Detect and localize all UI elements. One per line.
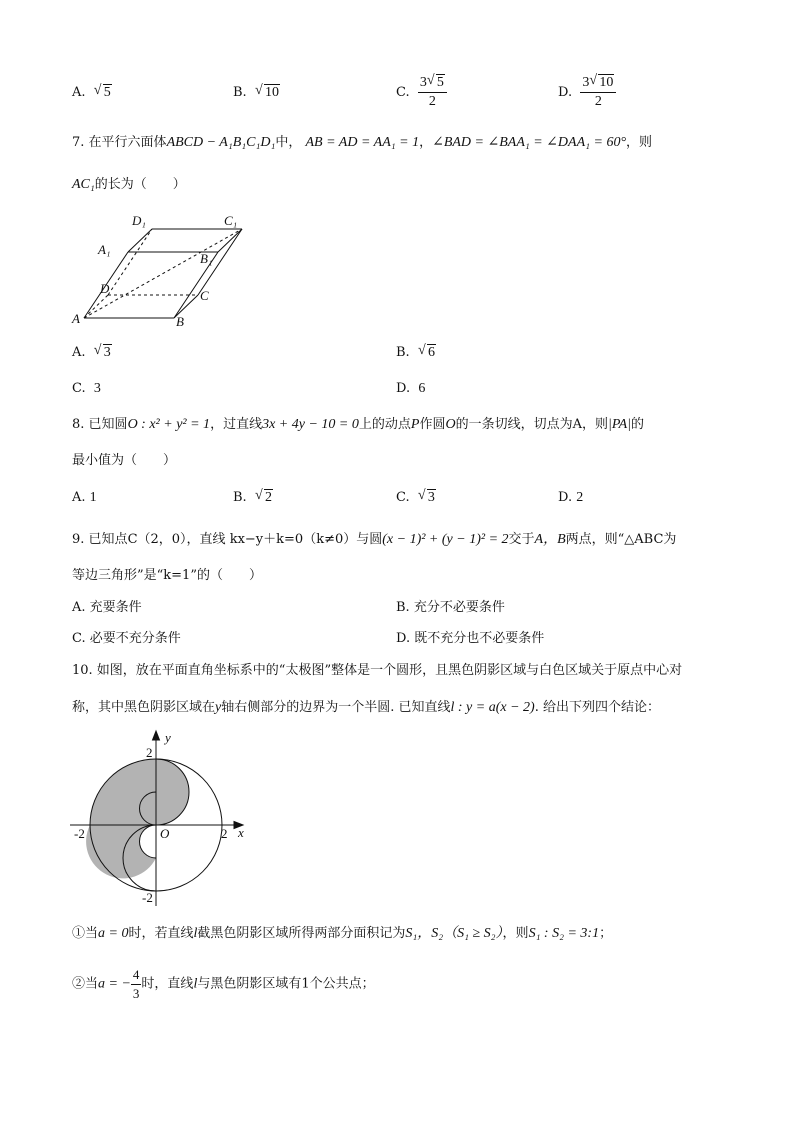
q9-option-d: D. 既不充分也不必要条件: [396, 631, 545, 646]
vertex-label-a: A: [72, 311, 80, 326]
tick-label-2-right: 2: [221, 826, 228, 841]
q6-option-c: C. 3 √ 5 2: [396, 74, 447, 111]
parallelepiped-figure: [66, 208, 256, 330]
q6-option-a: A. √ 5: [72, 83, 112, 103]
vertex-label-d1: D₁: [132, 213, 146, 228]
q7-option-b: B. √ 6: [396, 343, 435, 360]
q9-option-a: A. 充要条件: [72, 600, 142, 615]
vertex-label-c: C: [200, 288, 209, 303]
q8-option-d: D. 2: [558, 490, 584, 505]
q7-stem-line1: 7. 在平行六面体ABCD − A₁B₁C₁D₁中， AB = AD = AA₁ = 1，∠BAD = ∠BAA₁ = ∠DAA₁ = 60°，则: [72, 135, 653, 150]
q10-stem-line2: 称，其中黑色阴影区域在y轴右侧部分的边界为一个半圆. 已知直线l : y = a(x − 2). 给出下列四个结论：: [72, 700, 660, 715]
q9-option-c: C. 必要不充分条件: [72, 631, 181, 646]
q7-stem-line2: AC₁的长为（ ）: [72, 177, 186, 192]
axis-label-x: x: [238, 825, 244, 840]
q8-stem-line2: 最小值为（ ）: [72, 453, 177, 468]
taiji-figure: [70, 728, 255, 910]
origin-label: O: [160, 826, 170, 841]
q9-option-b: B. 充分不必要条件: [396, 600, 505, 615]
q8-stem-line1: 8. 已知圆O : x² + y² = 1，过直线3x + 4y − 10 = 0上的动点P作圆O的一条切线，切点为A，则|PA|的: [72, 417, 644, 432]
tick-label-neg2-bottom: -2: [142, 890, 153, 905]
q7-option-d: D. 6: [396, 381, 426, 396]
q8-option-b: B. √ 2: [233, 488, 272, 505]
q9-stem-line1: 9. 已知点C（2，0），直线 kx−y＋k=0（k≠0）与圆(x − 1)² + (y − 1)² = 2交于A，B两点，则“△ABC为: [72, 532, 677, 547]
q8-option-c: C. √ 3: [396, 488, 435, 505]
shaded-region: [86, 759, 189, 878]
q6-option-b: B. √ 10: [233, 83, 279, 100]
q9-stem-line2: 等边三角形”是“k=1”的（ ）: [72, 568, 262, 583]
q7-option-c: C. 3: [72, 381, 101, 396]
sqrt: √ 5: [93, 83, 111, 100]
q10-stem-line1: 10. 如图，放在平面直角坐标系中的“太极图”整体是一个圆形，且黑色阴影区域与白色区域关于原点中心对: [72, 663, 683, 678]
q6-option-d: D. 3 √ 10 2: [558, 74, 616, 111]
tick-label-2-top: 2: [146, 745, 153, 760]
vertex-label-a1: A₁: [98, 242, 111, 257]
tick-label-neg2-left: -2: [74, 826, 85, 841]
q10-conclusion-2: ②当a = − $\frac{4}{3}$ 时，直线l与黑色阴影区域有1个公共点；: [72, 967, 375, 1001]
q10-conclusion-1: ①当a = 0时，若直线l截黑色阴影区域所得两部分面积记为S₁，S₂（S₁ ≥ S₂），则S₁ : S₂ = 3:1；: [72, 926, 613, 941]
axis-label-y: y: [165, 730, 171, 745]
q8-option-a: A. 1: [72, 490, 97, 505]
vertex-label-b: B: [176, 314, 184, 329]
vertex-label-b1: B₁: [200, 251, 213, 266]
vertex-label-c1: C₁: [224, 213, 238, 228]
q7-option-a: A. √ 3: [72, 343, 111, 360]
vertex-label-d: D: [100, 281, 110, 296]
